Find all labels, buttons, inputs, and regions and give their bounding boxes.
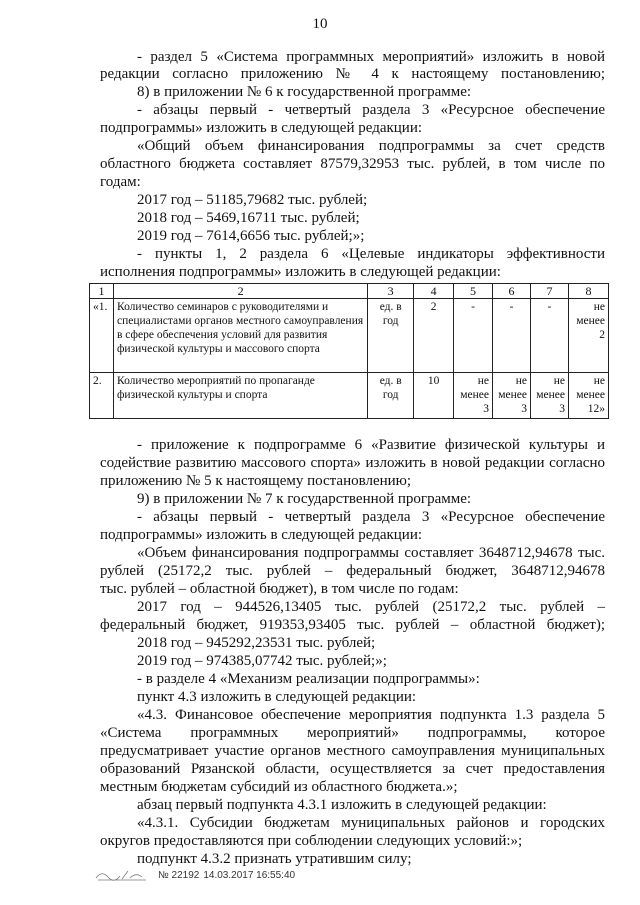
text-line: 2017 год – 944526,13405 тыс. рублей (25172,2 тыс. рублей –: [137, 599, 605, 615]
text-line: 2018 год – 5469,16711 тыс. рублей;: [137, 210, 360, 226]
text-line: - абзацы первый - четвертый раздела 3 «Ресурсное обеспечение: [137, 509, 605, 525]
text-line: - пункты 1, 2 раздела 6 «Целевые индикаторы эффективности: [137, 246, 605, 262]
registration-stamp-icon: [94, 868, 150, 882]
text-line: годам:: [100, 174, 141, 190]
table-row: [90, 299, 609, 373]
text-line: подпункт 4.3.2 признать утратившим силу;: [137, 851, 412, 867]
table-header-cell: 5: [454, 284, 493, 299]
document-footer: [94, 868, 295, 882]
text-line: федеральный бюджет, 919353,93405 тыс. рублей – областной бюджет);: [100, 617, 605, 633]
text-line: редакции согласно приложению № 4 к настоящему постановлению;: [100, 66, 605, 82]
text-line: предусматривает участие органов местного самоуправления муниципальных: [100, 743, 605, 759]
text-line: 2019 год – 7614,6656 тыс. рублей;»;: [137, 228, 365, 244]
text-line: «Общий объем финансирования подпрограммы за счет средств: [137, 138, 605, 154]
text-line: исполнения подпрограммы» изложить в следующей редакции:: [100, 264, 501, 280]
table-cell: Количество семинаров с руководителями и специалистами органов местного самоуправления в сфере обеспечения условий для развития физической культуры и массового спорта: [113, 299, 367, 373]
table-header-row: [90, 284, 609, 299]
text-line: округов предоставляются при соблюдении следующих условий:»;: [100, 833, 523, 849]
table-header-cell: 6: [493, 284, 531, 299]
text-line: 9) в приложении № 7 к государственной программе:: [137, 491, 472, 507]
table-cell: 10: [414, 373, 454, 419]
text-line: «4.3. Финансовое обеспечение мероприятия подпункта 1.3 раздела 5: [137, 707, 605, 723]
text-line: - раздел 5 «Система программных мероприятий» изложить в новой: [137, 49, 605, 65]
table-row: [90, 373, 609, 419]
table-cell: не менее 2: [568, 299, 608, 373]
table-cell: не менее 3: [530, 373, 568, 419]
page-number: 10: [312, 16, 328, 32]
text-line: рублей (25172,2 тыс. рублей – федеральный бюджет, 3648712,94678: [100, 563, 605, 579]
table-cell: -: [493, 299, 531, 373]
table-header-cell: 3: [368, 284, 414, 299]
table-cell: ед. в год: [368, 373, 414, 419]
text-line: 8) в приложении № 6 к государственной программе:: [137, 84, 472, 100]
text-line: - абзацы первый - четвертый раздела 3 «Ресурсное обеспечение: [137, 102, 605, 118]
table-cell: ед. в год: [368, 299, 414, 373]
table-cell: -: [454, 299, 493, 373]
text-line: - в разделе 4 «Механизм реализации подпрограммы»:: [137, 671, 480, 687]
table-cell: «1.: [90, 299, 114, 373]
text-line: «Объем финансирования подпрограммы составляет 3648712,94678 тыс.: [137, 545, 605, 561]
table-cell: 2.: [90, 373, 114, 419]
text-line: 2018 год – 945292,23531 тыс. рублей;: [137, 635, 376, 651]
table-cell: не менее 3: [454, 373, 493, 419]
table-cell: не менее 3: [493, 373, 531, 419]
indicators-table: [89, 283, 609, 419]
table-cell: -: [530, 299, 568, 373]
table-cell: 2: [414, 299, 454, 373]
text-line: «4.3.1. Субсидии бюджетам муниципальных районов и городских: [137, 815, 605, 831]
document-number: № 22192: [158, 869, 200, 881]
text-line: образований Рязанской области, осуществляется за счет предоставления: [100, 761, 605, 777]
text-line: подпрограммы» изложить в следующей редакции:: [100, 120, 423, 136]
text-line: 2019 год – 974385,07742 тыс. рублей;»;: [137, 653, 387, 669]
text-line: тыс. рублей – областной бюджет), в том числе по годам:: [100, 581, 459, 597]
table-header-cell: 8: [568, 284, 608, 299]
text-line: 2017 год – 51185,79682 тыс. рублей;: [137, 192, 368, 208]
text-line: местным бюджетам субсидий из областного бюджета.»;: [100, 779, 458, 795]
table-header-cell: 4: [414, 284, 454, 299]
text-line: абзац первый подпункта 4.3.1 изложить в следующей редакции:: [137, 797, 547, 813]
text-line: содействие развитию массового спорта» изложить в новой редакции согласно: [100, 455, 605, 471]
text-line: областного бюджета составляет 87579,32953 тыс. рублей, в том числе по: [100, 156, 605, 172]
text-line: подпрограммы» изложить в следующей редакции:: [100, 527, 423, 543]
table-cell: Количество мероприятий по пропаганде физической культуры и спорта: [113, 373, 367, 419]
document-datetime: 14.03.2017 16:55:40: [203, 869, 296, 881]
text-line: «Система программных мероприятий» подпрограммы, которое: [100, 725, 605, 741]
table-header-cell: 1: [90, 284, 114, 299]
table-cell: не менее 12»: [568, 373, 608, 419]
table-header-cell: 7: [530, 284, 568, 299]
table-header-cell: 2: [113, 284, 367, 299]
text-line: - приложение к подпрограмме 6 «Развитие физической культуры и: [137, 437, 605, 453]
text-line: приложению № 5 к настоящему постановлению;: [100, 473, 412, 489]
text-line: пункт 4.3 изложить в следующей редакции:: [137, 689, 417, 705]
